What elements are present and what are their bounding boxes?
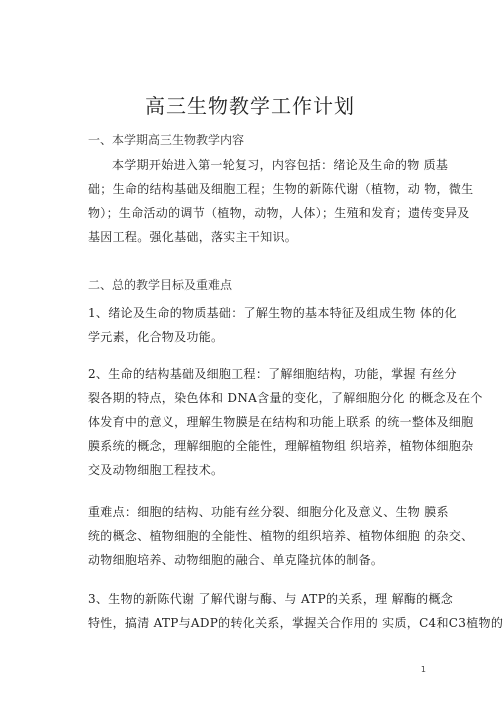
- paragraph-line: 体发育中的意义，理解生物膜是在结构和功能上联系 的统一整体及细胞: [88, 415, 474, 429]
- section2-heading: 二、总的教学目标及重难点: [88, 278, 233, 292]
- paragraph-line: 学元素，化合物及功能。: [88, 330, 224, 344]
- section1-paragraph: [88, 153, 474, 249]
- paragraph-line: 物）；生命活动的调节（植物，动物，人体）；生殖和发育；遗传变异及: [88, 206, 470, 220]
- item1-paragraph: [88, 301, 457, 349]
- paragraph-line: 本学期开始进入第一轮复习，内容包括：绪论及生命的物 质基: [112, 158, 449, 172]
- paragraph-line: 础；生命的结构基础及细胞工程；生物的新陈代谢（植物，动 物，微生: [88, 182, 474, 196]
- paragraph-line: 动物细胞培养、动物细胞的融合、单克隆抗体的制备。: [88, 553, 384, 567]
- document-title: 高三生物教学工作计划: [145, 94, 355, 118]
- paragraph-line: 特性，搞清 ATP与ADP的转化关系，掌握关合作用的 实质，C4和C3植物的: [88, 616, 503, 630]
- item2-paragraph: [88, 362, 483, 482]
- paragraph-line: 交及动物细胞工程技术。: [88, 463, 224, 477]
- difficulty-paragraph: [88, 500, 474, 572]
- item3-paragraph: [88, 587, 503, 635]
- paragraph-line: 裂各期的特点，染色体和 DNA含量的变化，了解细胞分化 的概念及在个: [88, 391, 483, 405]
- paragraph-line: 膜系统的概念，理解细胞的全能性，理解植物组 织培养，植物体细胞杂: [88, 439, 474, 453]
- paragraph-line: 重难点：细胞的结构、功能有丝分裂、细胞分化及意义、生物 膜系: [88, 505, 449, 519]
- page-number: 1: [420, 665, 426, 674]
- paragraph-line: 统的概念、植物细胞的全能性、植物的组织培养、植物体细胞 的杂交、: [88, 529, 474, 543]
- paragraph-line: 基因工程。强化基础，落实主干知识。: [88, 230, 298, 244]
- paragraph-line: 3、生物的新陈代谢 了解代谢与酶、与 ATP的关系，理 解酶的概念: [88, 592, 454, 606]
- section1-heading: 一、本学期高三生物教学内容: [88, 133, 245, 147]
- paragraph-line: 2、生命的结构基础及细胞工程：了解细胞结构，功能，掌握 有丝分: [88, 367, 457, 381]
- paragraph-line: 1、绪论及生命的物质基础：了解生物的基本特征及组成生物 体的化: [88, 306, 457, 320]
